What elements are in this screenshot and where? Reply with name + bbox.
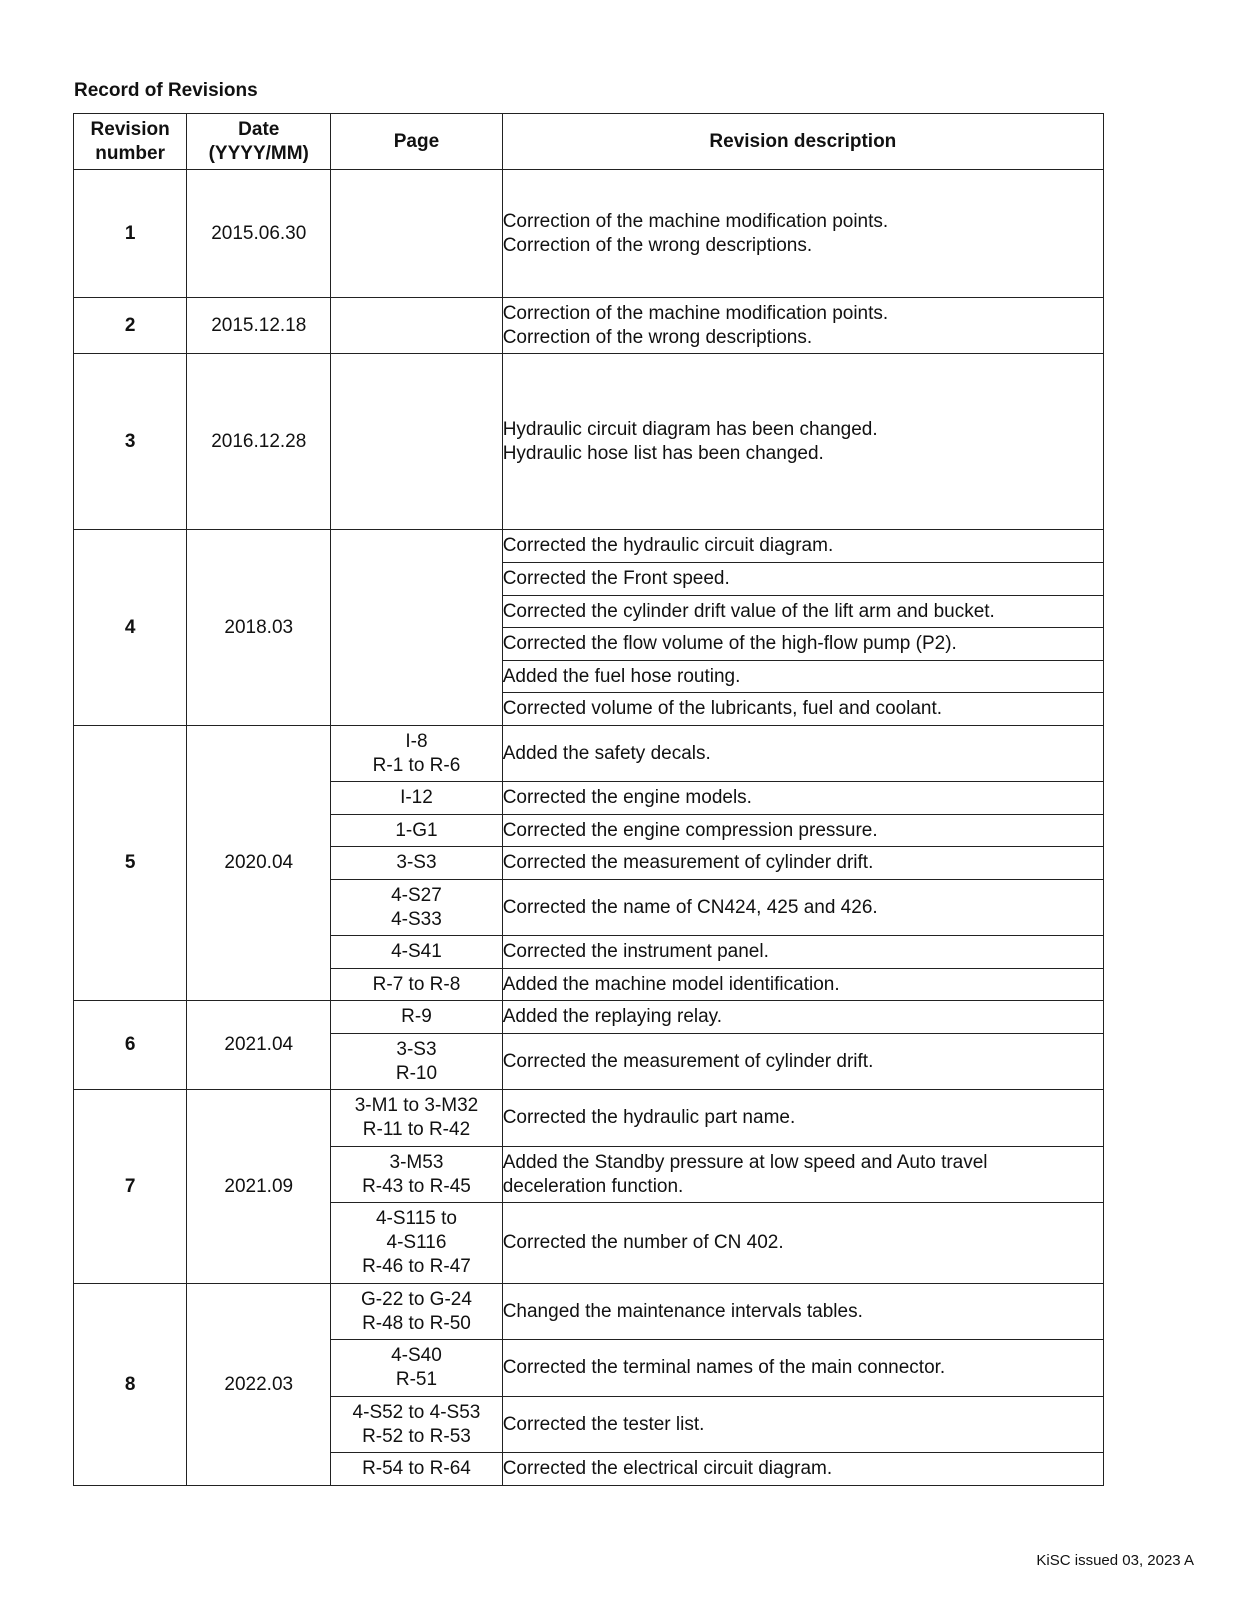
header-revision-description: Revision description: [502, 114, 1103, 170]
revision-date: 2015.12.18: [187, 298, 331, 354]
revision-description: Added the safety decals.: [502, 726, 1103, 782]
revision-description: Corrected the tester list.: [502, 1397, 1103, 1453]
revision-date: 2018.03: [187, 530, 331, 726]
revision-page: 3-M1 to 3-M32 R-11 to R-42: [331, 1090, 502, 1147]
revision-description: Added the replaying relay.: [502, 1001, 1103, 1034]
revision-page: 3-S3: [331, 847, 502, 880]
revision-description: Corrected the instrument panel.: [502, 936, 1103, 969]
revisions-table: [73, 113, 1104, 1486]
revision-description: Correction of the machine modification points. Correction of the wrong descriptions.: [502, 170, 1103, 298]
table-row: [74, 530, 1104, 563]
revision-description: Changed the maintenance intervals tables.: [502, 1284, 1103, 1340]
revision-page: [331, 530, 502, 726]
revision-description: Corrected the terminal names of the main connector.: [502, 1340, 1103, 1397]
revision-page: 4-S41: [331, 936, 502, 969]
revision-page: I-8 R-1 to R-6: [331, 726, 502, 782]
header-date: Date (YYYY/MM): [187, 114, 331, 170]
revision-description: Corrected the engine models.: [502, 782, 1103, 815]
revision-number: 4: [74, 530, 187, 726]
table-row: [74, 170, 1104, 298]
table-row: [74, 354, 1104, 530]
table-row: [74, 726, 1104, 782]
revision-date: 2021.09: [187, 1090, 331, 1284]
table-row: [74, 298, 1104, 354]
revision-number: 1: [74, 170, 187, 298]
revision-number: 2: [74, 298, 187, 354]
header-revision-number: Revision number: [74, 114, 187, 170]
revision-description: Corrected the hydraulic circuit diagram.: [502, 530, 1103, 563]
table-header-row: [74, 114, 1104, 170]
revision-description: Corrected the measurement of cylinder drift.: [502, 847, 1103, 880]
revision-page: 4-S40 R-51: [331, 1340, 502, 1397]
revision-page: R-54 to R-64: [331, 1453, 502, 1486]
revision-description: Corrected volume of the lubricants, fuel and coolant.: [502, 693, 1103, 726]
revision-page: 3-S3 R-10: [331, 1034, 502, 1090]
revision-page: 1-G1: [331, 815, 502, 847]
revision-description: Corrected the engine compression pressure.: [502, 815, 1103, 847]
revision-description: Correction of the machine modification points. Correction of the wrong descriptions.: [502, 298, 1103, 354]
revision-page: R-9: [331, 1001, 502, 1034]
revision-page: [331, 298, 502, 354]
revision-description: Corrected the cylinder drift value of the lift arm and bucket.: [502, 596, 1103, 628]
page-title: Record of Revisions: [74, 80, 258, 101]
revision-page: 4-S115 to 4-S116 R-46 to R-47: [331, 1203, 502, 1284]
revision-page: I-12: [331, 782, 502, 815]
revision-description: Hydraulic circuit diagram has been changed. Hydraulic hose list has been changed.: [502, 354, 1103, 530]
table-row: [74, 1001, 1104, 1034]
revision-number: 8: [74, 1284, 187, 1486]
revision-description: Corrected the hydraulic part name.: [502, 1090, 1103, 1147]
revision-date: 2015.06.30: [187, 170, 331, 298]
revision-number: 6: [74, 1001, 187, 1090]
table-row: [74, 1284, 1104, 1340]
revision-date: 2016.12.28: [187, 354, 331, 530]
footer-issue-note: KiSC issued 03, 2023 A: [1036, 1552, 1194, 1569]
revision-date: 2022.03: [187, 1284, 331, 1486]
revision-number: 7: [74, 1090, 187, 1284]
header-page: Page: [331, 114, 502, 170]
revision-description: Corrected the number of CN 402.: [502, 1203, 1103, 1284]
revision-description: Corrected the name of CN424, 425 and 426.: [502, 880, 1103, 936]
revision-page: 3-M53 R-43 to R-45: [331, 1147, 502, 1203]
revision-description: Corrected the electrical circuit diagram.: [502, 1453, 1103, 1486]
revision-number: 5: [74, 726, 187, 1001]
revision-page: G-22 to G-24 R-48 to R-50: [331, 1284, 502, 1340]
revision-page: 4-S27 4-S33: [331, 880, 502, 936]
revision-number: 3: [74, 354, 187, 530]
revision-page: [331, 354, 502, 530]
revision-description: Corrected the Front speed.: [502, 563, 1103, 596]
revision-date: 2020.04: [187, 726, 331, 1001]
revision-date: 2021.04: [187, 1001, 331, 1090]
revision-page: R-7 to R-8: [331, 969, 502, 1001]
table-row: [74, 1090, 1104, 1147]
revision-description: Added the Standby pressure at low speed and Auto travel deceleration function.: [502, 1147, 1103, 1203]
revision-page: 4-S52 to 4-S53 R-52 to R-53: [331, 1397, 502, 1453]
revision-page: [331, 170, 502, 298]
revision-description: Corrected the measurement of cylinder drift.: [502, 1034, 1103, 1090]
revision-description: Corrected the flow volume of the high-flow pump (P2).: [502, 628, 1103, 661]
revision-description: Added the machine model identification.: [502, 969, 1103, 1001]
revision-description: Added the fuel hose routing.: [502, 661, 1103, 693]
